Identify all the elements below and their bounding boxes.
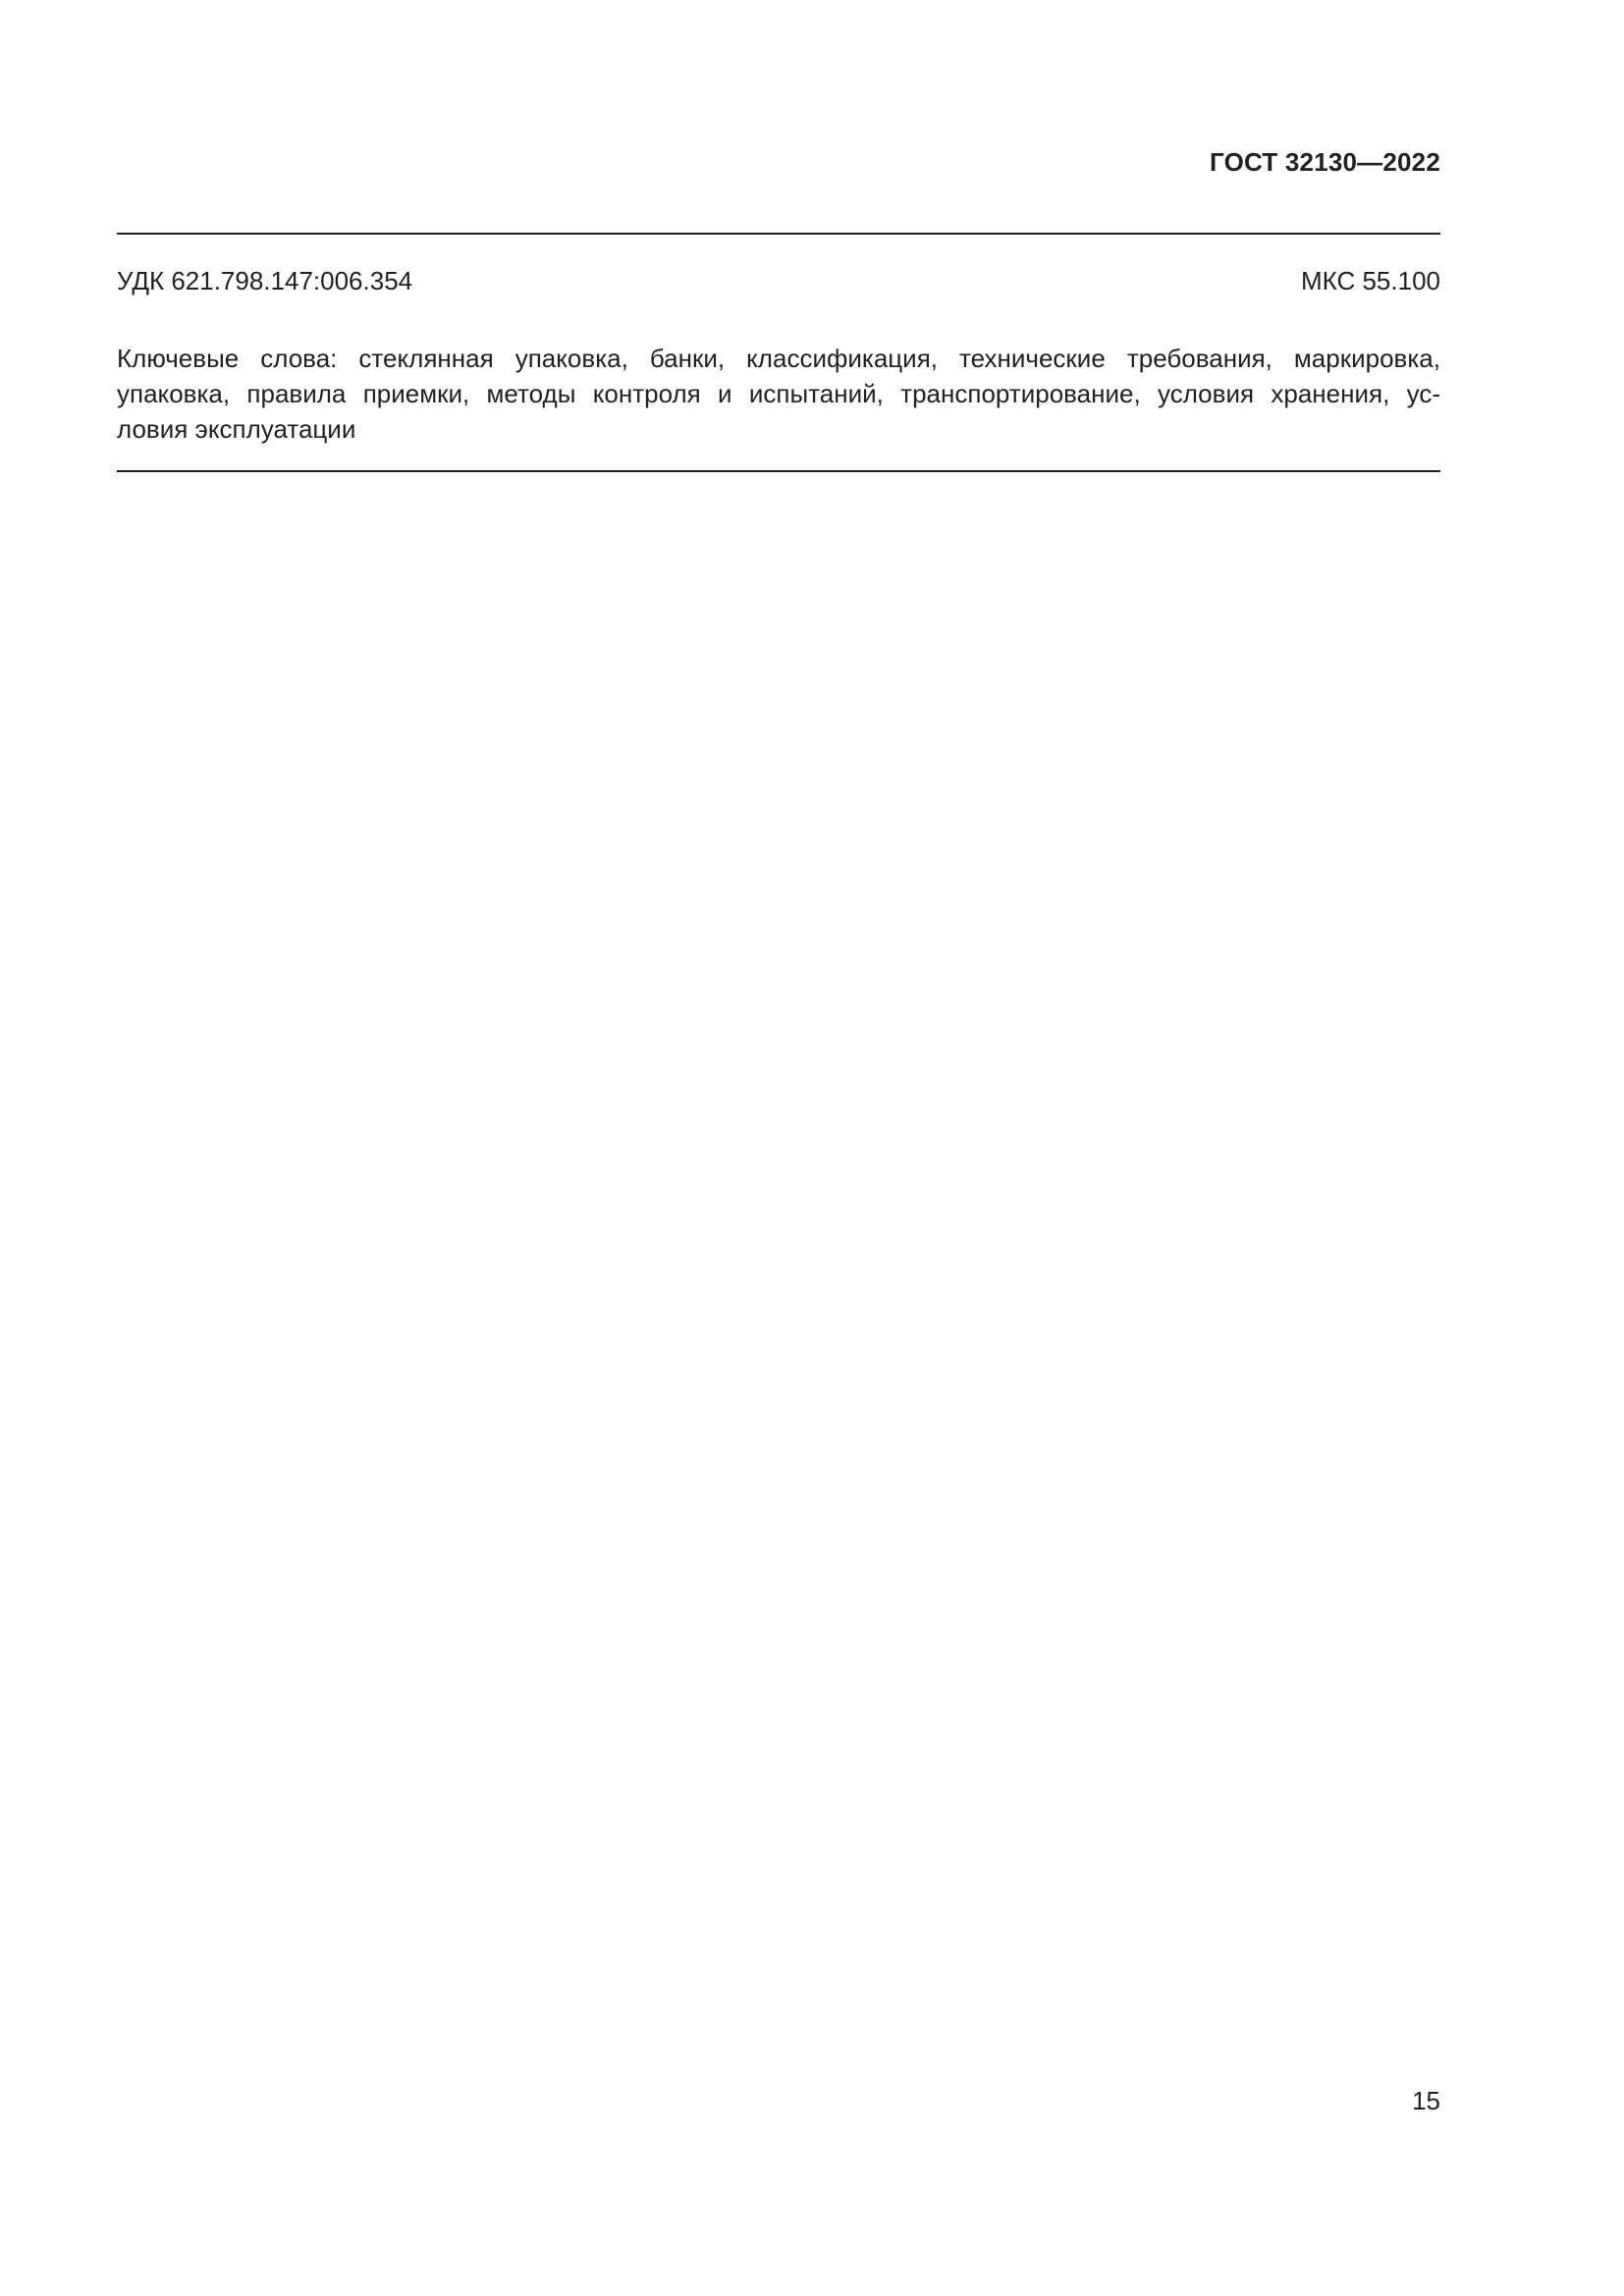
ics-code: МКС 55.100 <box>1300 266 1440 295</box>
keywords-line: упаковка, правила приемки, методы контроля и испытаний, транспортирование, условия хранения, ус- <box>117 379 1440 408</box>
classification-row <box>117 266 1440 296</box>
keywords-line: Ключевые слова: стеклянная упаковка, банки, классификация, технические требования, маркировка, <box>117 344 1440 373</box>
keywords-line: ловия эксплуатации <box>117 414 356 444</box>
standard-code-header: ГОСТ 32130—2022 <box>1210 147 1440 177</box>
page-number: 15 <box>1412 2086 1440 2115</box>
udc-code: УДК 621.798.147:006.354 <box>117 266 413 295</box>
top-divider <box>117 233 1440 235</box>
bottom-divider <box>117 470 1440 472</box>
keywords-paragraph <box>117 341 1440 447</box>
